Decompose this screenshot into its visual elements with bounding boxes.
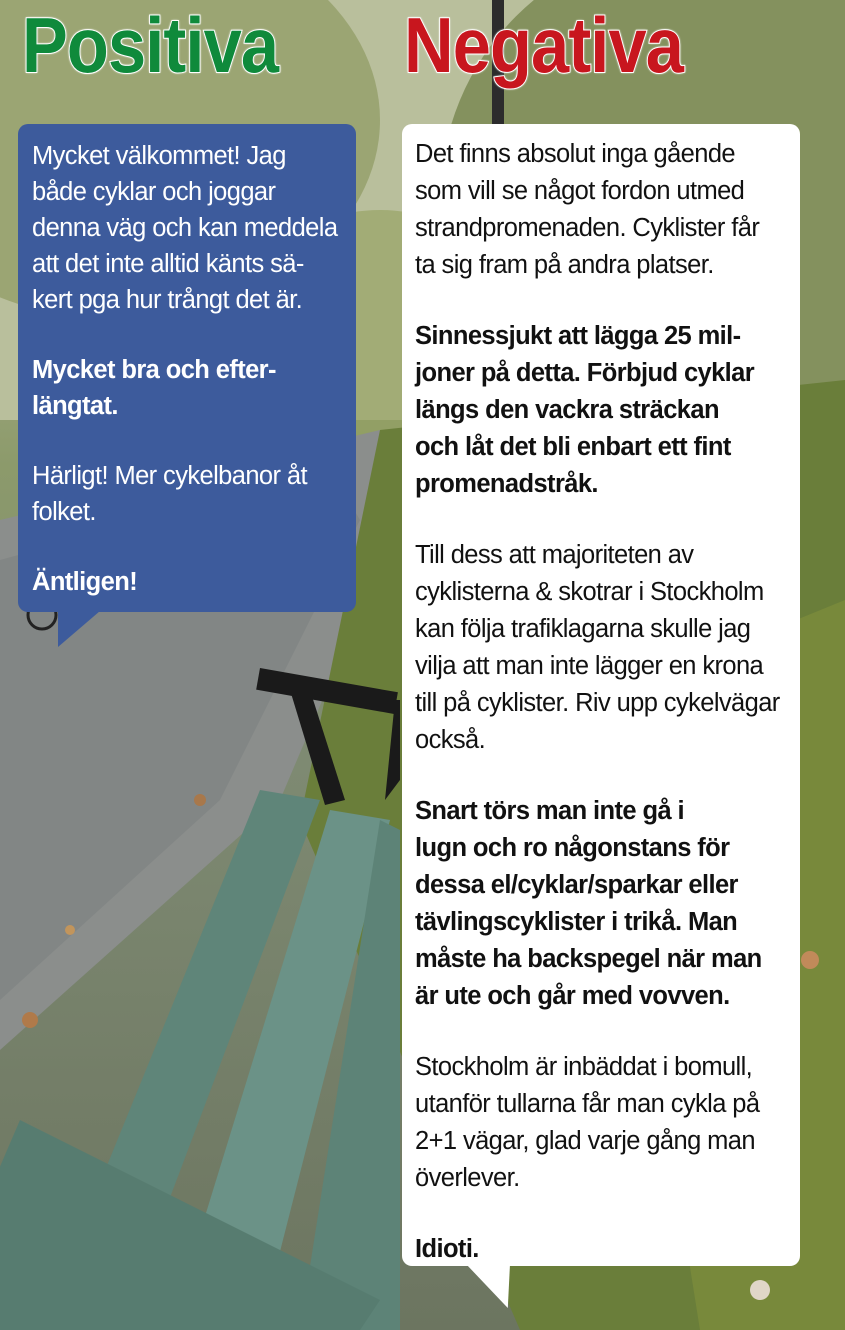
positive-bubble-tail <box>58 611 100 647</box>
negative-heading: Negativa <box>404 1 684 89</box>
positive-comment: Mycket välkommet! Jag både cyklar och joggar denna väg och kan meddela att det inte alltid känts sä- kert pga hur trångt det är. <box>32 142 338 314</box>
positive-comment: Härligt! Mer cykelbanor åt folket. <box>32 462 307 526</box>
positive-comment: Äntligen! <box>32 568 138 596</box>
negative-comment: Till dess att majoriteten av cyklisterna & skotrar i Stockholm kan följa trafiklagarna skulle jag vilja att man inte lägger en krona till på cyklister. Riv upp cykelvägar också. <box>415 541 780 754</box>
negative-comments-bubble <box>402 124 800 1266</box>
negative-comment: Snart törs man inte gå i lugn och ro någonstans för dessa el/cyklar/sparkar eller tävlingscyklister i trikå. Man måste ha backspegel när man är ute och går med vovven. <box>415 797 762 1010</box>
positive-comments-bubble <box>18 124 356 612</box>
negative-comment: Sinnessjukt att lägga 25 mil- joner på detta. Förbjud cyklar längs den vackra sträckan och låt det bli enbart ett fint promenadstråk. <box>415 322 755 498</box>
positive-comment: Mycket bra och efter- längtat. <box>32 356 276 420</box>
negative-comment: Det finns absolut inga gående som vill se något fordon utmed strandpromenaden. Cyklister får ta sig fram på andra platser. <box>415 140 760 279</box>
negative-comment: Stockholm är inbäddat i bomull, utanför tullarna får man cykla på 2+1 vägar, glad varje gång man överlever. <box>415 1053 760 1192</box>
positive-heading: Positiva <box>22 1 279 89</box>
negative-comment: Idioti. <box>415 1235 479 1263</box>
